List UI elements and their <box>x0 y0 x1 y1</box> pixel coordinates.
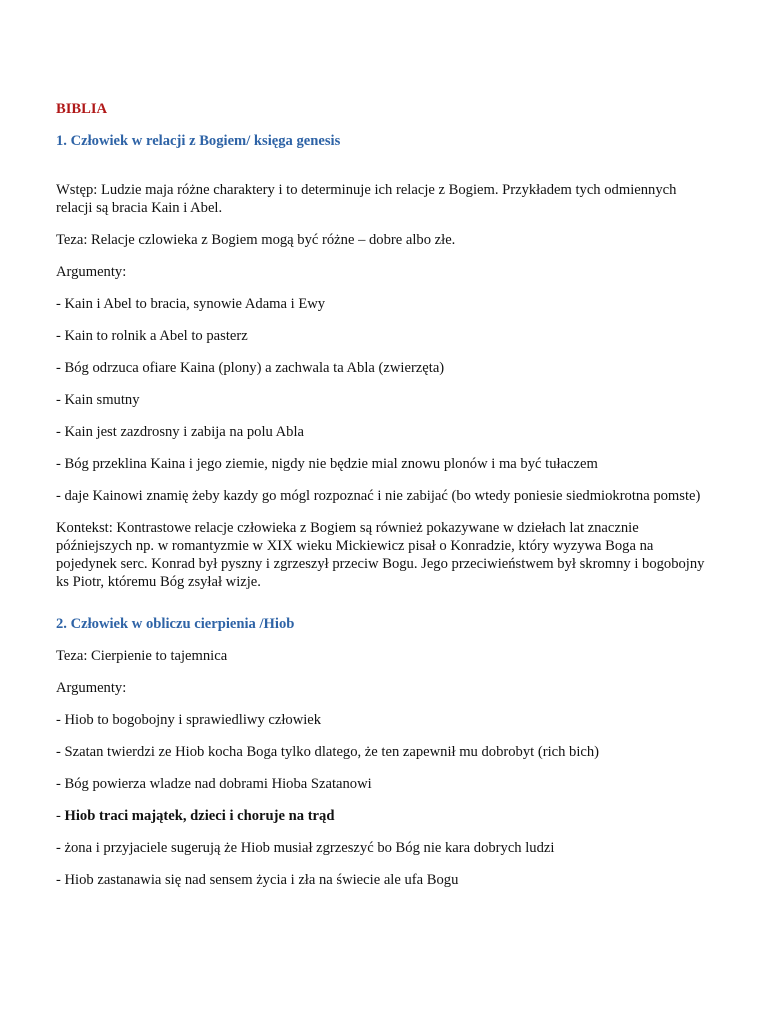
section-2-thesis: Teza: Cierpienie to tajemnica <box>56 648 228 664</box>
section-1-thesis: Teza: Relacje czlowieka z Bogiem mogą być różne – dobre albo złe. <box>56 232 456 248</box>
section-1-argument: - Bóg przeklina Kaina i jego ziemie, nigdy nie będzie mial znowu plonów i ma być tułaczem <box>56 456 598 472</box>
section-1-heading: 1. Człowiek w relacji z Bogiem/ księga genesis <box>56 133 341 149</box>
section-2-argument: - Bóg powierza wladze nad dobrami Hioba Szatanowi <box>56 776 372 792</box>
section-2-argument-bold <box>56 807 716 825</box>
section-1-argument: - Kain smutny <box>56 392 140 408</box>
section-1-argument: - Bóg odrzuca ofiare Kaina (plony) a zachwala ta Abla (zwierzęta) <box>56 360 445 376</box>
section-1-argument: - Kain jest zazdrosny i zabija na polu Abla <box>56 424 305 440</box>
section-2-arguments-label: Argumenty: <box>56 680 127 696</box>
section-2-heading: 2. Człowiek w obliczu cierpienia /Hiob <box>56 616 295 632</box>
section-2-argument: - Hiob zastanawia się nad sensem życia i zła na świecie ale ufa Bogu <box>56 872 459 888</box>
section-2-argument: - Hiob to bogobojny i sprawiedliwy człowiek <box>56 712 322 728</box>
argument-bold-text: Hiob traci majątek, dzieci i choruje na trąd <box>64 808 335 824</box>
section-1-argument: - Kain to rolnik a Abel to pasterz <box>56 328 248 344</box>
section-1-context: Kontekst: Kontrastowe relacje człowieka z Bogiem są również pokazywane w dziełach lat znacznie późniejszych np. w romantyzmie w XIX wieku Mickiewicz pisał o Konradzie, który wyzywa Boga na pojedynek serc. Konrad był pyszny i zgrzeszył przeciw Bogu. Jego przeciwieństwem był skromny i bogobojny ks Piotr, któremu Bóg zsyłał wizje. <box>56 520 705 590</box>
document-page <box>56 100 716 889</box>
section-1-argument: - Kain i Abel to bracia, synowie Adama i Ewy <box>56 296 326 312</box>
section-1-arguments-label: Argumenty: <box>56 264 127 280</box>
section-1-intro: Wstęp: Ludzie maja różne charaktery i to determinuje ich relacje z Bogiem. Przykładem tych odmiennych relacji są bracia Kain i Abel. <box>56 182 677 216</box>
section-2-argument: - żona i przyjaciele sugerują że Hiob musiał zgrzeszyć bo Bóg nie kara dobrych ludzi <box>56 840 555 856</box>
section-1-argument: - daje Kainowi znamię żeby kazdy go mógl rozpoznać i nie zabijać (bo wtedy poniesie siedmiokrotna pomste) <box>56 488 701 504</box>
section-2-argument: - Szatan twierdzi ze Hiob kocha Boga tylko dlatego, że ten zapewnił mu dobrobyt (rich bich) <box>56 744 600 760</box>
document-title: BIBLIA <box>56 101 108 117</box>
argument-prefix: - <box>56 808 65 824</box>
